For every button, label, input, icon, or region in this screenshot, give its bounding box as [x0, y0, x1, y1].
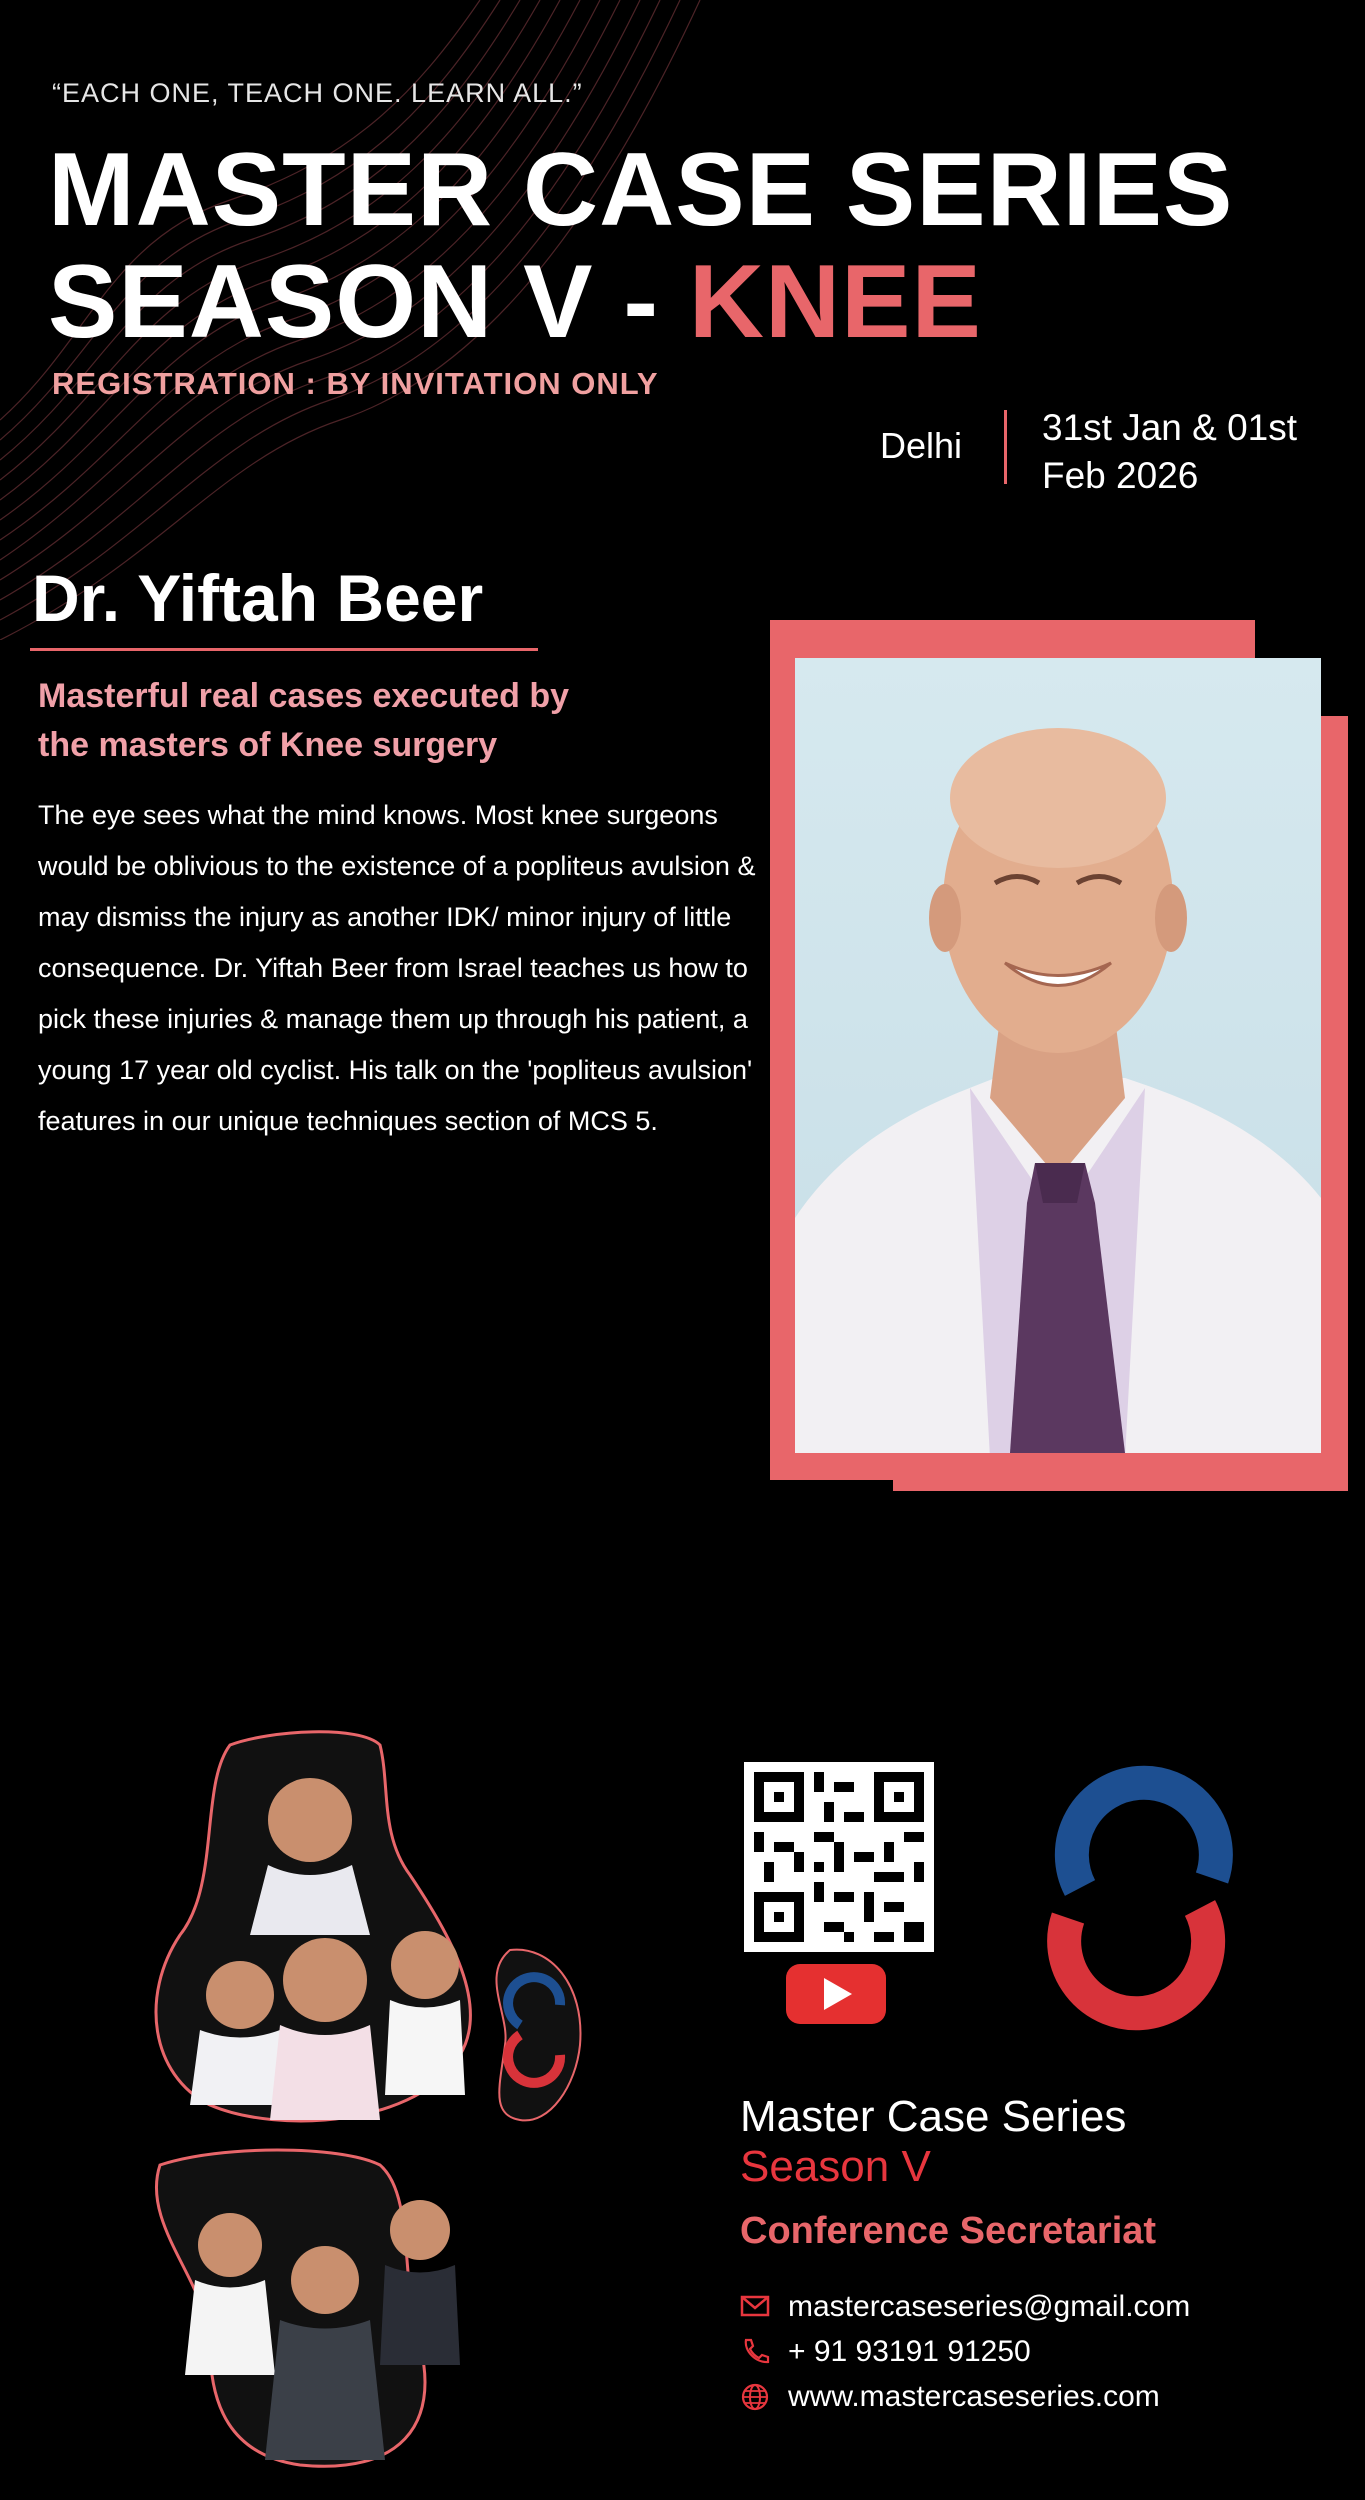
email-text[interactable]: mastercaseseries@gmail.com — [788, 2290, 1191, 2323]
event-city: Delhi — [880, 425, 963, 466]
mail-icon — [740, 2292, 778, 2322]
event-title-line2 — [48, 244, 982, 360]
contact-email[interactable] — [740, 2290, 1190, 2324]
speaker-name: Dr. Yiftah Beer — [32, 561, 484, 635]
speaker-subheading — [38, 672, 718, 770]
speaker-photo — [795, 658, 1321, 1453]
play-icon — [824, 1978, 852, 2010]
org-season: Season V — [740, 2142, 931, 2191]
conference-secretariat: Conference Secretariat — [740, 2210, 1157, 2252]
specialty-knee: KNEE — [688, 244, 982, 360]
faculty-collage — [140, 1725, 610, 2485]
speaker-description: The eye sees what the mind knows. Most knee surgeons would be oblivious to the existence of a popliteus avulsion & may dismiss the injury as another IDK/ minor injury of little consequence. Dr. Yiftah Beer from Israel teaches us how to pick these injuries & manage them up through his patient, a young 17 year old cyclist. His talk on the 'popliteus avulsion' features in our unique techniques section of MCS 5. — [38, 800, 756, 1136]
subheading-line1: Masterful real cases executed by — [38, 677, 570, 715]
date-line1: 31st Jan & 01st — [1042, 407, 1298, 448]
mcs-logo-icon — [1040, 1748, 1240, 2048]
date-line2: Feb 2026 — [1042, 455, 1199, 496]
qr-code[interactable] — [744, 1762, 934, 1952]
globe-icon — [740, 2382, 778, 2412]
phone-text[interactable]: + 91 93191 91250 — [788, 2335, 1031, 2368]
speaker-underline — [30, 648, 538, 651]
contact-website[interactable] — [740, 2380, 1160, 2414]
event-date — [1042, 404, 1342, 500]
website-text[interactable]: www.mastercaseseries.com — [788, 2380, 1160, 2413]
season-text: SEASON V - — [48, 244, 689, 360]
tagline: “EACH ONE, TEACH ONE. LEARN ALL.” — [52, 78, 583, 108]
org-title: Master Case Series — [740, 2092, 1127, 2141]
phone-icon — [740, 2337, 778, 2367]
subheading-line2: the masters of Knee surgery — [38, 726, 498, 764]
registration-note: REGISTRATION : BY INVITATION ONLY — [52, 366, 659, 401]
event-title-line1: MASTER CASE SERIES — [48, 132, 1234, 248]
contact-phone[interactable] — [740, 2335, 1031, 2369]
divider — [1004, 410, 1007, 484]
